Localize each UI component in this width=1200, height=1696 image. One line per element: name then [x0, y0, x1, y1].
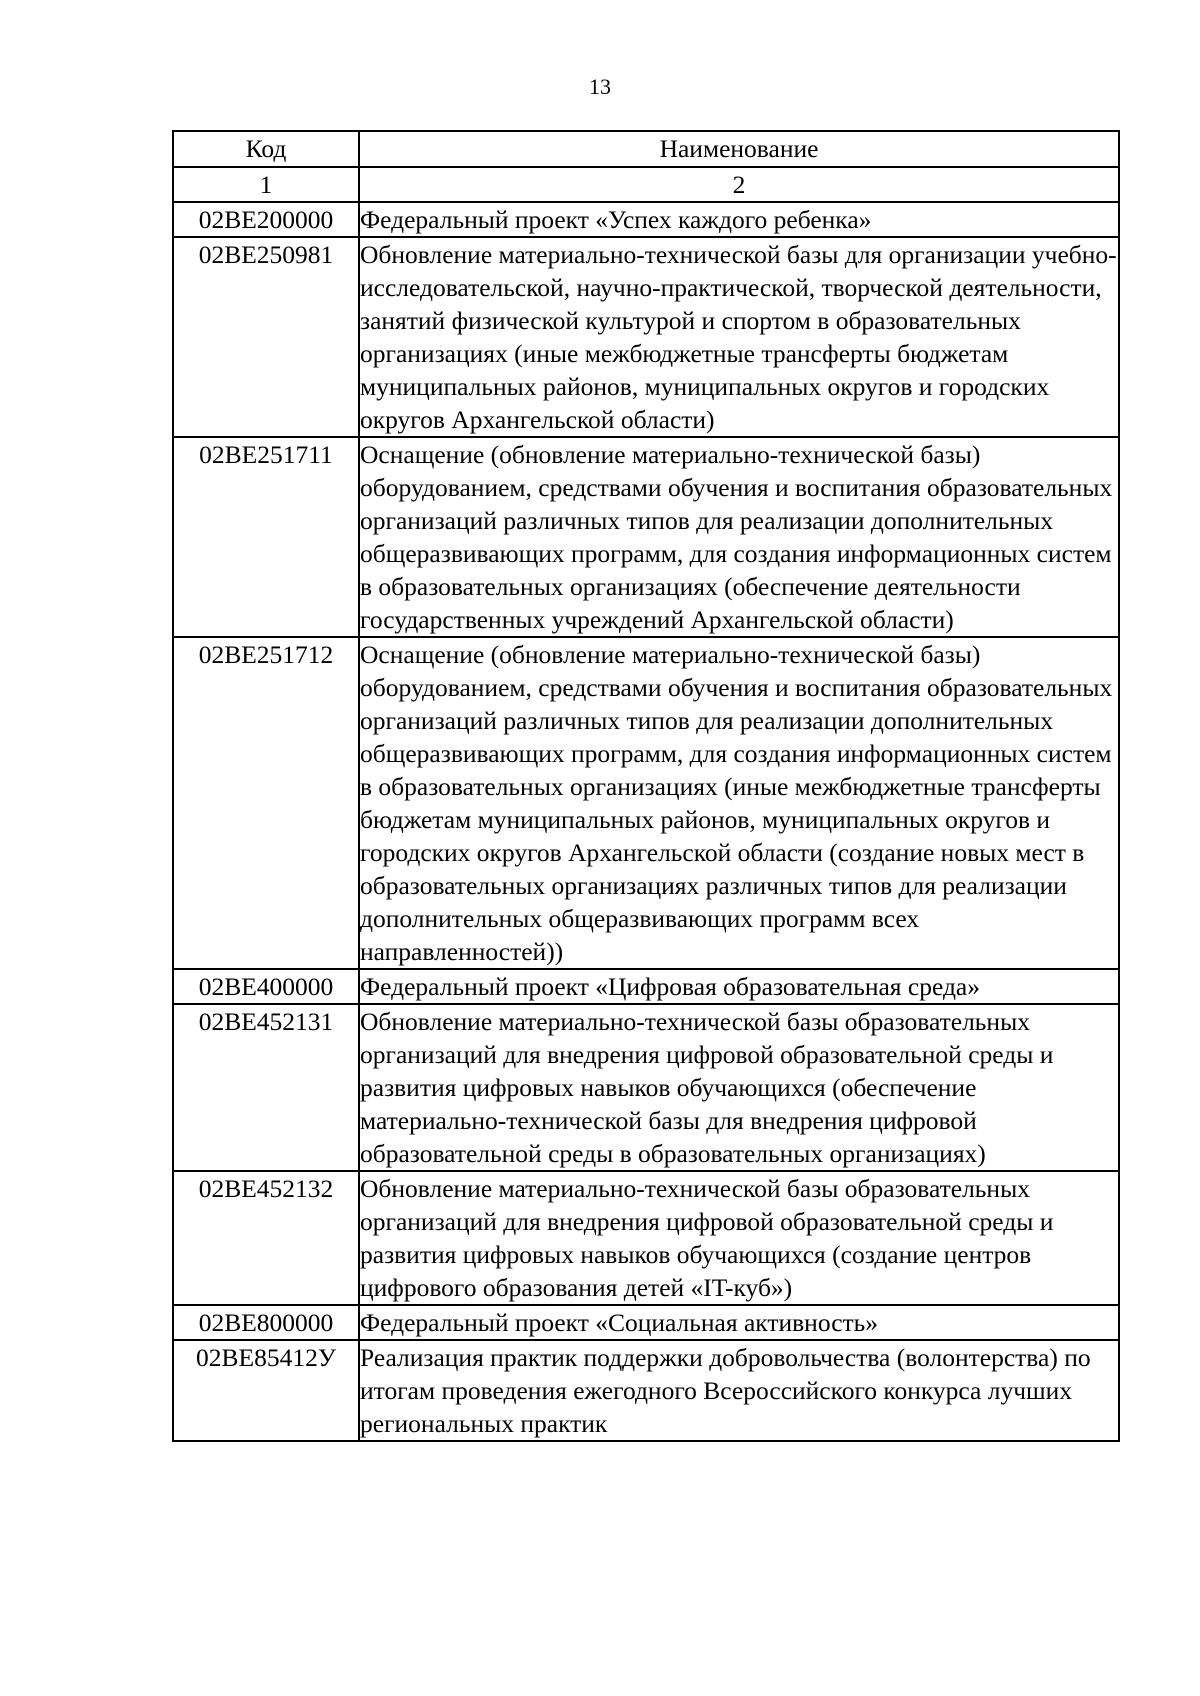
row-code: 02BE452132: [173, 1171, 359, 1305]
row-code: 02BE452131: [173, 1004, 359, 1171]
page-number: 13: [589, 74, 611, 99]
table-row: [173, 1171, 1119, 1305]
row-name: Обновление материально-технической базы для организации учебно-исследовательской, научно-практической, творческой деятельности, занятий физической культурой и спортом в образовательных организациях (иные межбюджетные трансферты бюджетам муниципальных районов, муниципальных округов и городских округов Архангельской области): [359, 237, 1119, 437]
row-name: Оснащение (обновление материально-технической базы) оборудованием, средствами обучения и воспитания образовательных организаций различных типов для реализации дополнительных общеразвивающих программ, для создания информационных систем в образовательных организациях (иные межбюджетные трансферты бюджетам муниципальных районов, муниципальных округов и городских округов Архангельской области (создание новых мест в образовательных организациях различных типов для реализации дополнительных общеразвивающих программ всех направленностей)): [359, 637, 1119, 969]
row-name: Обновление материально-технической базы образовательных организаций для внедрения цифровой образовательной среды и развития цифровых навыков обучающихся (создание центров цифрового образования детей «IT-куб»): [359, 1171, 1119, 1305]
row-code: 02BE251711: [173, 437, 359, 637]
column-number-2: 2: [359, 167, 1119, 202]
row-name: Обновление материально-технической базы образовательных организаций для внедрения цифровой образовательной среды и развития цифровых навыков обучающихся (обеспечение материально-технической базы для внедрения цифровой образовательной среды в образовательных организациях): [359, 1004, 1119, 1171]
column-number-row: [173, 167, 1119, 202]
table-row: [173, 969, 1119, 1004]
table-row: [173, 637, 1119, 969]
header-name: Наименование: [359, 131, 1119, 167]
table-row: [173, 1004, 1119, 1171]
table-row: [173, 1305, 1119, 1340]
row-code: 02BE200000: [173, 202, 359, 237]
row-name: Федеральный проект «Цифровая образовательная среда»: [359, 969, 1119, 1004]
table-row: [173, 237, 1119, 437]
row-code: 02BE85412У: [173, 1340, 359, 1441]
row-name: Оснащение (обновление материально-технической базы) оборудованием, средствами обучения и воспитания образовательных организаций различных типов для реализации дополнительных общеразвивающих программ, для создания информационных систем в образовательных организациях (обеспечение деятельности государственных учреждений Архангельской области): [359, 437, 1119, 637]
row-code: 02BE400000: [173, 969, 359, 1004]
row-name: Федеральный проект «Социальная активность»: [359, 1305, 1119, 1340]
row-code: 02BE251712: [173, 637, 359, 969]
row-code: 02BE800000: [173, 1305, 359, 1340]
row-code: 02BE250981: [173, 237, 359, 437]
budget-code-table: [172, 130, 1120, 1442]
header-code: Код: [173, 131, 359, 167]
row-name: Реализация практик поддержки добровольчества (волонтерства) по итогам проведения ежегодного Всероссийского конкурса лучших региональных практик: [359, 1340, 1119, 1441]
header-row: [173, 131, 1119, 167]
row-name: Федеральный проект «Успех каждого ребенка»: [359, 202, 1119, 237]
table-row: [173, 437, 1119, 637]
column-number-1: 1: [173, 167, 359, 202]
table-row: [173, 1340, 1119, 1441]
table-row: [173, 202, 1119, 237]
